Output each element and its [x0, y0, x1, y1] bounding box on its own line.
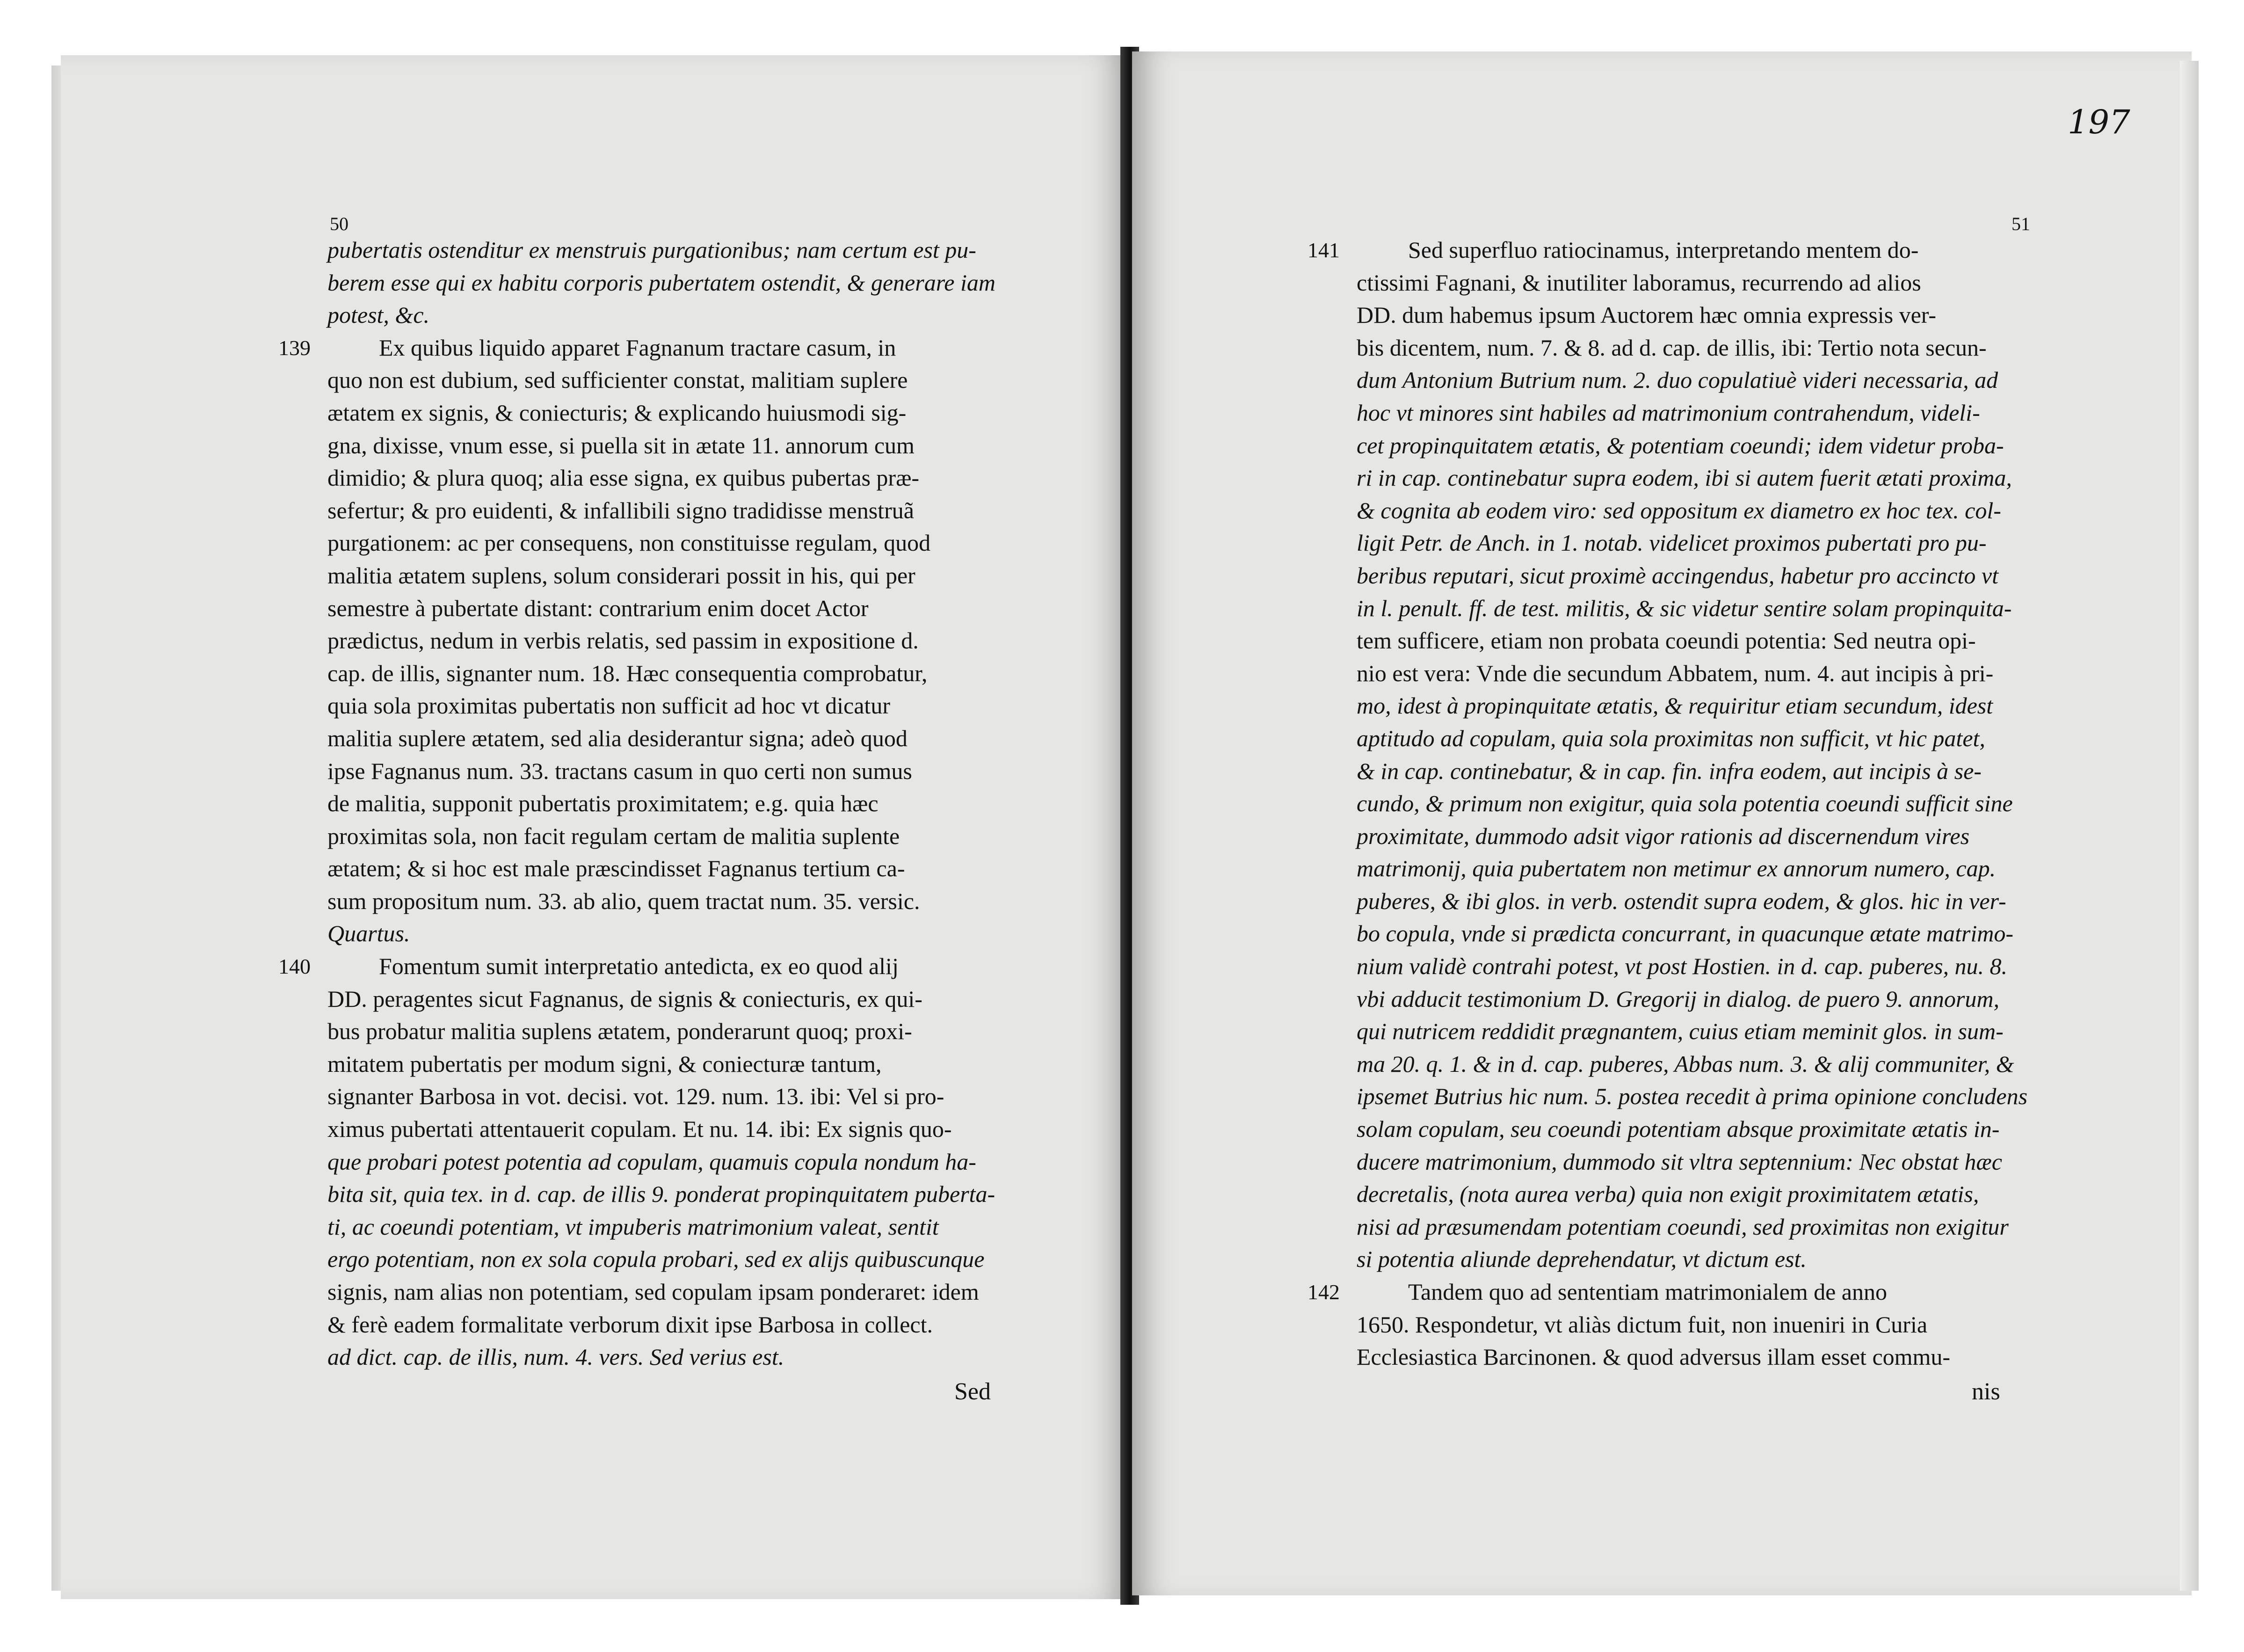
line-text: nisi ad præsumendam potentiam coeundi, sed proximitas non exigitur: [1357, 1213, 2009, 1240]
line-text: Ex quibus liquido apparet Fagnanum tractare casum, in: [379, 334, 896, 361]
line-text: vbi adducit testimonium D. Gregorij in dialog. de puero 9. annorum,: [1357, 985, 1999, 1012]
line-text: & in cap. continebatur, & in cap. fin. infra eodem, aut incipis à se-: [1357, 757, 1982, 784]
text-line: [1357, 527, 2021, 560]
line-text: nium validè contrahi potest, vt post Hostien. in d. cap. puberes, nu. 8.: [1357, 953, 2008, 980]
line-text: ad dict. cap. de illis, num. 4. vers. Sed verius est.: [327, 1344, 784, 1370]
text-line: [327, 852, 996, 885]
text-line: [327, 1080, 996, 1113]
text-line: [327, 1211, 996, 1244]
line-text: cap. de illis, signanter num. 18. Hæc consequentia comprobatur,: [327, 660, 928, 686]
text-line: [327, 364, 996, 397]
text-line: [1357, 267, 2021, 299]
text-line: [278, 950, 996, 983]
text-line: [327, 820, 996, 853]
line-text: Fomentum sumit interpretatio antedicta, ex eo quod alij: [379, 953, 899, 980]
text-line: [1357, 495, 2021, 527]
text-line: [1357, 560, 2021, 592]
line-text: cundo, & primum non exigitur, quia sola potentia coeundi sufficit sine: [1357, 790, 2013, 817]
text-line: [327, 1015, 996, 1048]
text-line: [327, 625, 996, 657]
text-line: [327, 1309, 996, 1341]
line-text: ergo potentiam, non ex sola copula probari, sed ex alijs quibuscunque: [327, 1246, 985, 1273]
line-text: purgationem: ac per consequens, non constituisse regulam, quod: [327, 530, 931, 556]
text-line: [327, 1113, 996, 1146]
line-text: qui nutricem reddidit prægnantem, cuius etiam meminit glos. in sum-: [1357, 1018, 2004, 1045]
line-text: pubertatis ostenditur ex menstruis purgationibus; nam certum est pu-: [327, 237, 976, 263]
line-text: matrimonij, quia pubertatem non metimur ex annorum numero, cap.: [1357, 855, 1996, 882]
text-line: [327, 1048, 996, 1081]
line-text: bita sit, quia tex. in d. cap. de illis 9. ponderat propinquitatem puberta-: [327, 1181, 995, 1208]
line-text: solam copulam, seu coeundi potentiam absque proximitate ætatis in-: [1357, 1116, 2000, 1143]
text-line: [1357, 1211, 2021, 1244]
line-text: DD. dum habemus ipsum Auctorem hæc omnia expressis ver-: [1357, 302, 1937, 328]
line-text: ætatem ex signis, & coniecturis; & explicando huiusmodi sig-: [327, 399, 907, 426]
text-line: [1357, 364, 2021, 397]
line-text: Tandem quo ad sententiam matrimonialem de anno: [1408, 1279, 1887, 1305]
text-line: [327, 527, 996, 560]
line-text: de malitia, supponit pubertatis proximitatem; e.g. quia hæc: [327, 790, 879, 817]
paragraph-number: 141: [1307, 238, 1340, 262]
text-line: [327, 429, 996, 462]
line-text: ipse Fagnanus num. 33. tractans casum in quo certi non sumus: [327, 757, 912, 784]
text-line: [1357, 462, 2021, 495]
text-line: [1357, 1243, 2021, 1276]
line-text: quo non est dubium, sed sufficienter constat, malitiam suplere: [327, 367, 908, 393]
line-text: mitatem pubertatis per modum signi, & coniecturæ tantum,: [327, 1050, 882, 1077]
line-text: Quartus.: [327, 920, 410, 947]
text-line: [327, 1243, 996, 1276]
text-line: [1357, 397, 2021, 429]
folio-number: 197: [2068, 103, 2130, 141]
text-line: [1357, 332, 2021, 364]
text-line: [1357, 592, 2021, 625]
text-line: [1357, 755, 2021, 788]
text-line: [1357, 722, 2021, 755]
text-line: [327, 560, 996, 592]
line-text: semestre à pubertate distant: contrarium enim docet Actor: [327, 595, 869, 621]
text-line: [327, 592, 996, 625]
line-text: bus probatur malitia suplens ætatem, ponderarunt quoq; proxi-: [327, 1018, 912, 1045]
text-line: [1357, 1146, 2021, 1179]
line-text: ligit Petr. de Anch. in 1. notab. videlicet proximos pubertati pro pu-: [1357, 530, 1987, 556]
line-text: Ecclesiastica Barcinonen. & quod adversus illam esset commu-: [1357, 1344, 1951, 1370]
text-line: [1357, 820, 2021, 853]
right-page-edge: [2180, 61, 2199, 1591]
line-text: prædictus, nedum in verbis relatis, sed passim in expositione d.: [327, 627, 919, 654]
text-line: [327, 755, 996, 788]
line-text: ri in cap. continebatur supra eodem, ibi si autem fuerit ætati proxima,: [1357, 465, 2012, 491]
text-line: [1357, 429, 2021, 462]
text-line: [1357, 1048, 2021, 1081]
text-line: [1357, 1178, 2021, 1211]
text-line: [1307, 1276, 2021, 1309]
line-text: ximus pubertati attentauerit copulam. Et nu. 14. ibi: Ex signis quo-: [327, 1116, 952, 1143]
paragraph-number: 140: [278, 954, 311, 979]
text-line: [278, 332, 996, 364]
line-text: Sed superfluo ratiocinamus, interpretando mentem do-: [1408, 237, 1919, 263]
text-line: [327, 397, 996, 429]
line-text: malitia ætatem suplens, solum considerari possit in his, qui per: [327, 562, 915, 589]
text-line: [327, 885, 996, 918]
text-line: [1357, 983, 2021, 1016]
text-line: [327, 983, 996, 1016]
line-text: dimidio; & plura quoq; alia esse signa, ex quibus pubertas præ-: [327, 465, 920, 491]
text-line: [1357, 885, 2021, 918]
line-text: ti, ac coeundi potentiam, vt impuberis matrimonium valeat, sentit: [327, 1213, 939, 1240]
text-line: [327, 722, 996, 755]
text-line: [327, 690, 996, 722]
line-text: in l. penult. ff. de test. militis, & sic videtur sentire solam propinquita-: [1357, 595, 2012, 621]
line-text: signis, nam alias non potentiam, sed copulam ipsam ponderaret: idem: [327, 1279, 979, 1305]
line-text: & cognita ab eodem viro: sed oppositum ex diametro ex hoc tex. col-: [1357, 497, 2001, 524]
text-line: [1357, 625, 2021, 657]
line-text: sum propositum num. 33. ab alio, quem tractat num. 35. versic.: [327, 888, 920, 914]
line-text: beribus reputari, sicut proximè accingendus, habetur pro accincto vt: [1357, 562, 1998, 589]
line-text: quia sola proximitas pubertatis non sufficit ad hoc vt dicatur: [327, 692, 890, 719]
right-page-number: 51: [2012, 213, 2030, 234]
text-line: [327, 495, 996, 527]
text-line: [1357, 1015, 2021, 1048]
text-line: [1357, 917, 2021, 950]
text-line: [327, 1341, 996, 1374]
line-text: malitia suplere ætatem, sed alia desiderantur signa; adeò quod: [327, 725, 908, 751]
text-line: [327, 787, 996, 820]
line-text: bis dicentem, num. 7. & 8. ad d. cap. de illis, ibi: Tertio nota secun-: [1357, 334, 1987, 361]
line-text: signanter Barbosa in vot. decisi. vot. 129. num. 13. ibi: Vel si pro-: [327, 1083, 944, 1110]
line-text: si potentia aliunde deprehendatur, vt dictum est.: [1357, 1246, 1807, 1273]
line-text: hoc vt minores sint habiles ad matrimonium contrahendum, videli-: [1357, 399, 1980, 426]
right-catchword: nis: [1972, 1378, 2000, 1405]
left-text-column: [278, 234, 996, 1374]
line-text: bo copula, vnde si prædicta concurrant, in quacunque ætate matrimo-: [1357, 920, 2014, 947]
text-line: [1357, 852, 2021, 885]
line-text: decretalis, (nota aurea verba) quia non exigit proximitatem ætatis,: [1357, 1181, 1979, 1208]
line-text: aptitudo ad copulam, quia sola proximitas non sufficit, vt hic patet,: [1357, 725, 1985, 751]
line-text: dum Antonium Butrium num. 2. duo copulatiuè videri necessaria, ad: [1357, 367, 1998, 393]
text-line: [1357, 1309, 2021, 1341]
text-line: [1357, 299, 2021, 332]
text-line: [1357, 950, 2021, 983]
text-line: [327, 462, 996, 495]
line-text: potest, &c.: [327, 302, 430, 328]
line-text: sefertur; & pro euidenti, & infallibili signo tradidisse menstruã: [327, 497, 914, 524]
line-text: ipsemet Butrius hic num. 5. postea recedit à prima opinione concludens: [1357, 1083, 2028, 1110]
text-line: [327, 234, 996, 267]
line-text: mo, idest à propinquitate ætatis, & requiritur etiam secundum, idest: [1357, 692, 1993, 719]
text-line: [1357, 787, 2021, 820]
left-catchword: Sed: [954, 1378, 991, 1405]
line-text: que probari potest potentia ad copulam, quamuis copula nondum ha-: [327, 1148, 976, 1175]
text-line: [1357, 657, 2021, 690]
line-text: & ferè eadem formalitate verborum dixit ipse Barbosa in collect.: [327, 1311, 933, 1338]
line-text: ctissimi Fagnani, & inutiliter laboramus, recurrendo ad alios: [1357, 269, 1921, 296]
line-text: puberes, & ibi glos. in verb. ostendit supra eodem, & glos. hic in ver-: [1357, 888, 2006, 914]
line-text: ducere matrimonium, dummodo sit vltra septennium: Nec obstat hæc: [1357, 1148, 2002, 1175]
line-text: ætatem; & si hoc est male præscindisset Fagnanus tertium ca-: [327, 855, 905, 882]
line-text: tem sufficere, etiam non probata coeundi potentia: Sed neutra opi-: [1357, 627, 1976, 654]
line-text: gna, dixisse, vnum esse, si puella sit in ætate 11. annorum cum: [327, 432, 915, 458]
text-line: [1357, 690, 2021, 722]
line-text: ma 20. q. 1. & in d. cap. puberes, Abbas num. 3. & alij communiter, &: [1357, 1050, 2014, 1077]
paragraph-number: 142: [1307, 1280, 1340, 1304]
text-line: [327, 1276, 996, 1309]
line-text: berem esse qui ex habitu corporis pubertatem ostendit, & generare iam: [327, 269, 996, 296]
line-text: nio est vera: Vnde die secundum Abbatem, num. 4. aut incipis à pri-: [1357, 660, 1994, 686]
line-text: cet propinquitatem ætatis, & potentiam coeundi; idem videtur proba-: [1357, 432, 2004, 458]
left-page-number: 50: [330, 213, 349, 234]
text-line: [327, 1146, 996, 1179]
line-text: DD. peragentes sicut Fagnanus, de signis & coniecturis, ex qui-: [327, 985, 922, 1012]
text-line: [327, 299, 996, 332]
text-line: [1357, 1080, 2028, 1113]
line-text: proximitas sola, non facit regulam certam de malitia suplente: [327, 822, 900, 849]
line-text: 1650. Respondetur, vt aliàs dictum fuit, non inueniri in Curia: [1357, 1311, 1928, 1338]
text-line: [327, 917, 996, 950]
right-text-column: [1307, 234, 2028, 1374]
text-line: [327, 657, 996, 690]
text-line: [327, 1178, 996, 1211]
paragraph-number: 139: [278, 335, 311, 360]
text-line: [1357, 1341, 2021, 1374]
text-line: [1307, 234, 2021, 267]
text-line: [327, 267, 996, 299]
line-text: proximitate, dummodo adsit vigor rationis ad discernendum vires: [1357, 822, 1970, 849]
text-line: [1357, 1113, 2021, 1146]
